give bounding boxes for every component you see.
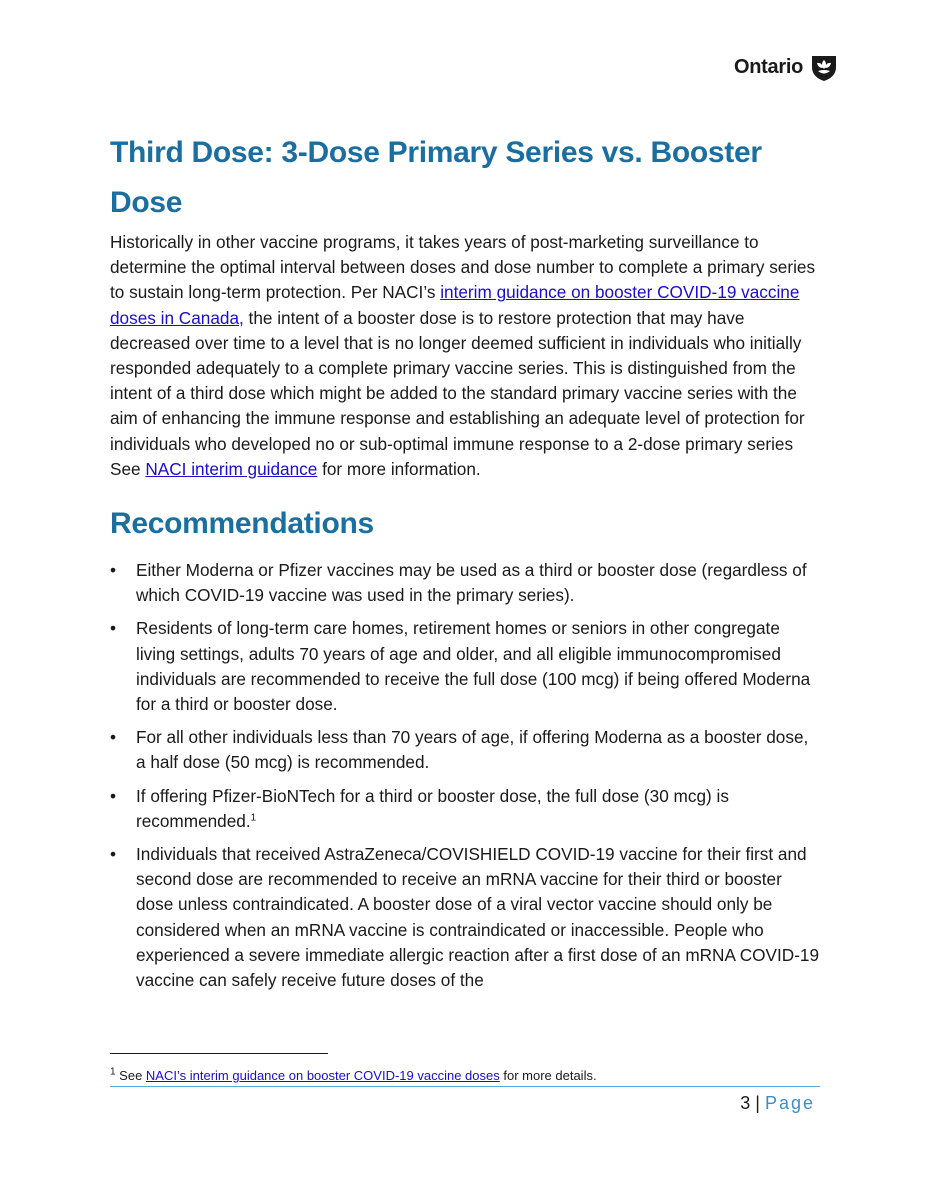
naci-interim-guidance-link[interactable]: NACI interim guidance (145, 458, 318, 479)
bullet: • (110, 844, 117, 865)
naci-booster-doses-link[interactable]: NACI’s interim guidance on booster COVID-19 vaccine doses (145, 1068, 500, 1083)
footnote (110, 1068, 597, 1084)
list-item (110, 616, 820, 717)
bullet: • (110, 785, 117, 806)
bullet: • (110, 618, 117, 639)
intro-text: for more information. (317, 458, 481, 479)
bullet: • (110, 560, 117, 581)
list-item (110, 725, 820, 775)
intro-text: the intent of a booster dose is to restore protection that may have decreased over time to a level that is no longer deemed sufficient in individuals who initially responded adequately to a complete primary vaccine series. This is distinguished from the intent of a third dose which might be added to the standard primary vaccine series with the aim of enhancing the immune response and establishing an adequate level of protection for individuals who developed no or sub-optimal immune response to a 2-dose primary series See (110, 307, 805, 479)
list-item-text: Either Moderna or Pfizer vaccines may be used as a third or booster dose (regardless of which COVID-19 vaccine was used in the primary series). (136, 560, 807, 606)
footnote-text: for more details. (499, 1068, 597, 1083)
page-number (740, 1092, 815, 1114)
recommendations-list (110, 558, 820, 993)
naci-booster-guidance-link[interactable]: interim guidance on booster COVID-19 vaccine doses in Canada, (110, 282, 800, 328)
list-item (110, 784, 820, 834)
ontario-logo-text: Ontario (733, 55, 803, 78)
list-item-text: Residents of long-term care homes, retirement homes or seniors in other congregate living settings, adults 70 years of age and older, and all eligible immunocompromised individuals are recommended to receive the full dose (100 mcg) if being offered Moderna for a third or booster dose. (136, 618, 811, 715)
intro-paragraph (110, 230, 820, 482)
list-item (110, 842, 820, 993)
list-item-text: For all other individuals less than 70 years of age, if offering Moderna as a booster dose, a half dose (50 mcg) is recommended. (136, 727, 809, 773)
list-item-text: If offering Pfizer-BioNTech for a third or booster dose, the full dose (30 mcg) is recommended. (136, 785, 729, 831)
recommendations-heading: Recommendations (110, 507, 374, 541)
page-content (110, 128, 820, 1001)
ontario-logo (734, 52, 839, 82)
list-item-text: Individuals that received AstraZeneca/COVISHIELD COVID-19 vaccine for their first and second dose are recommended to receive an mRNA vaccine for their third or booster dose unless contraindicated. A booster dose of a viral vector vaccine should only be considered when an mRNA vaccine is contraindicated or inaccessible. People who experienced a severe immediate allergic reaction after a first dose of an mRNA COVID-19 vaccine can safely receive future doses of the (136, 844, 820, 991)
page-number-value: 3 (740, 1093, 751, 1113)
footnote-divider (110, 1053, 328, 1054)
page-word: Page (764, 1093, 815, 1113)
page-title: Third Dose: 3-Dose Primary Series vs. Booster Dose (110, 136, 762, 219)
page-number-separator: | (750, 1093, 765, 1113)
intro-text: Historically in other vaccine programs, it takes years of post-marketing surveillance to determine the optimal interval between doses and dose number to complete a primary series to sustain long-term protection. Per NACI’s (110, 232, 816, 303)
footnote-text: See (115, 1068, 146, 1083)
list-item (110, 558, 820, 608)
footer-divider (110, 1086, 820, 1087)
footnote-reference[interactable]: 1 (250, 812, 257, 824)
ontario-trillium-icon (809, 52, 839, 82)
bullet: • (110, 727, 117, 748)
footnote-marker: 1 (110, 1066, 116, 1078)
